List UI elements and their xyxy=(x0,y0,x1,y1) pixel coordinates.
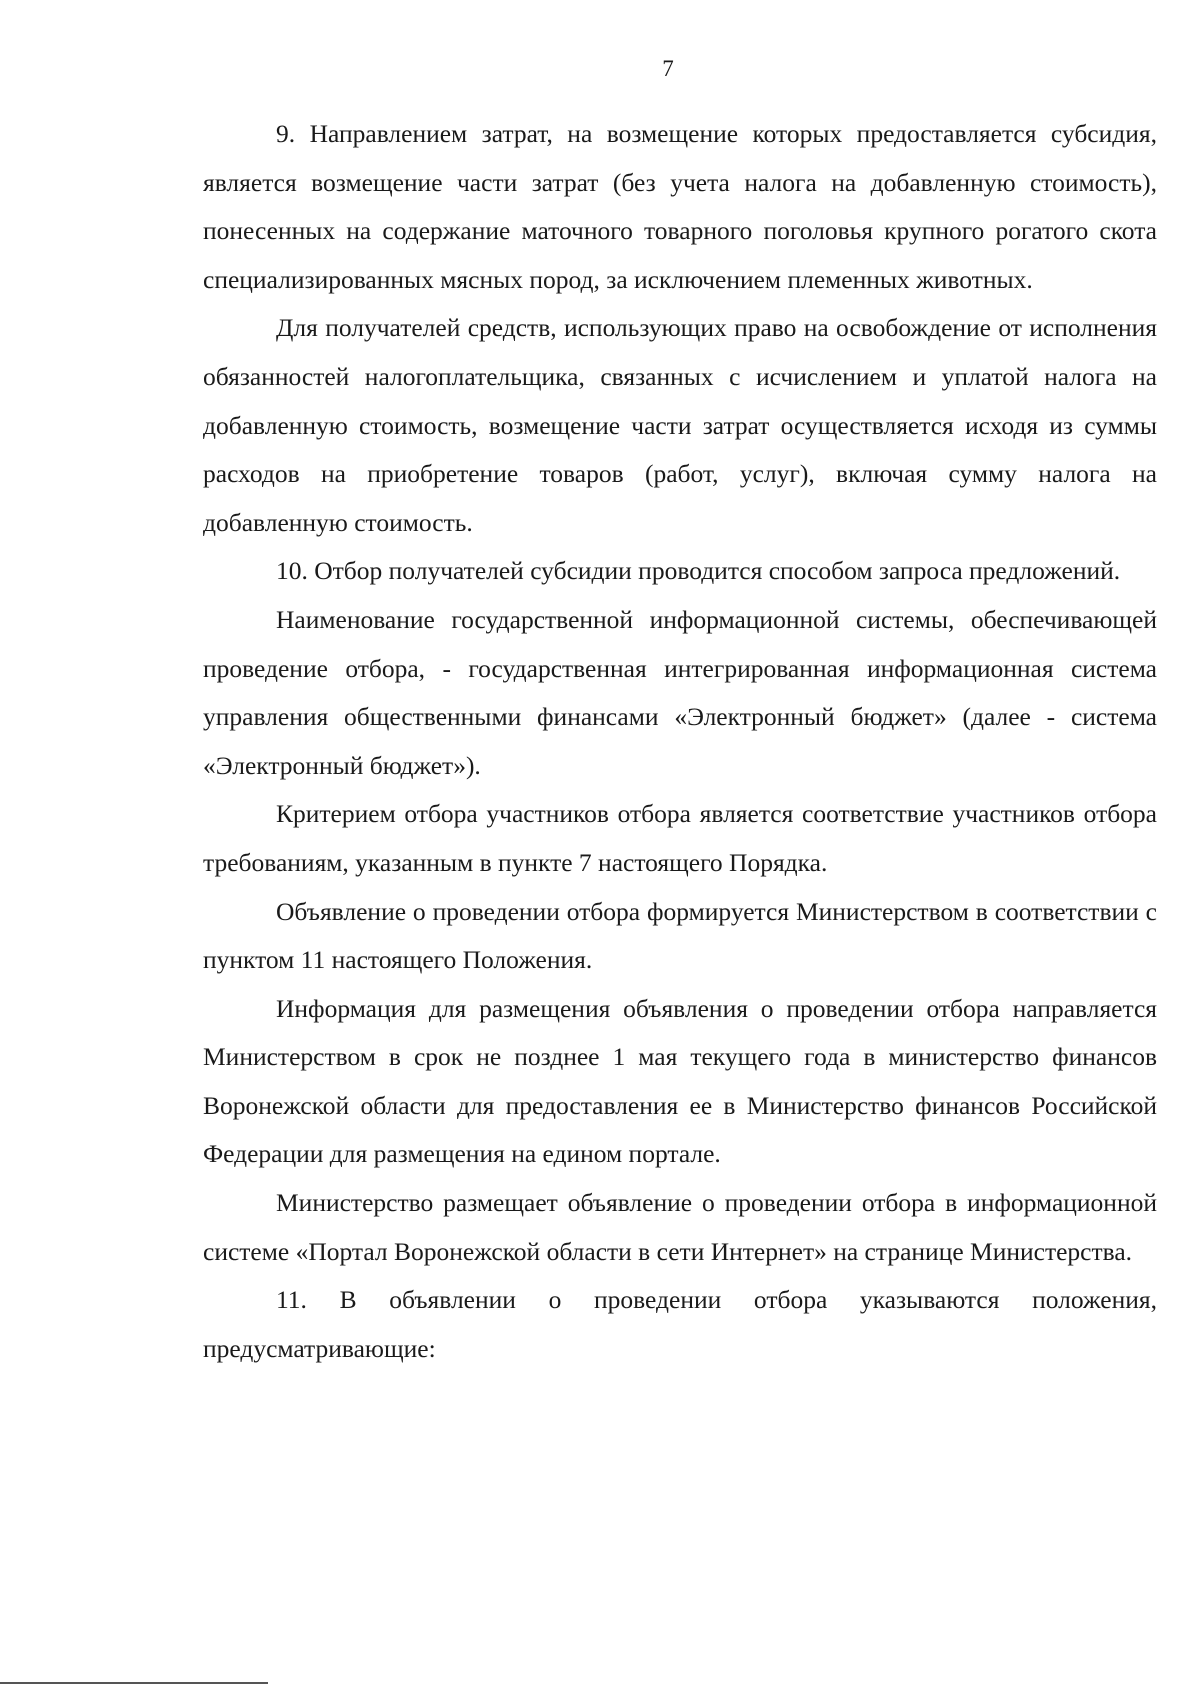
paragraph-selection-criterion: Критерием отбора участников отбора является соответствие участников отбора требованиям, указанным в пункте 7 настоящего Порядка. xyxy=(203,799,1157,877)
footer-rule xyxy=(0,1682,268,1684)
paragraph-11: 11. В объявлении о проведении отбора указываются положения, предусматривающие: xyxy=(203,1285,1157,1363)
paragraph-announcement-info: Информация для размещения объявления о проведении отбора направляется Министерством в срок не позднее 1 мая текущего года в министерство финансов Воронежской области для предоставления ее в Министерство финансов Российской Федерации для размещения на едином портале. xyxy=(203,993,1157,1169)
paragraph-announcement: Объявление о проведении отбора формируется Министерством в соответствии с пунктом 11 настоящего Положения. xyxy=(203,896,1157,975)
paragraph-information-system: Наименование государственной информационной системы, обеспечивающей проведение отбора, - государственная интегрированная информационная система управления общественными финансами «Электронный бюджет» (далее - система «Электронный бюджет»). xyxy=(203,604,1157,780)
paragraph-10: 10. Отбор получателей субсидии проводится способом запроса предложений. xyxy=(276,556,1121,586)
paragraph-vat-exemption: Для получателей средств, использующих право на освобождение от исполнения обязанностей налогоплательщика, связанных с исчислением и уплатой налога на добавленную стоимость, возмещение части затрат осуществляется исходя из суммы расходов на приобретение товаров (работ, услуг), включая сумму налога на добавленную стоимость. xyxy=(203,313,1157,537)
paragraph-9: 9. Направлением затрат, на возмещение которых предоставляется субсидия, является возмещение части затрат (без учета налога на добавленную стоимость), понесенных на содержание маточного товарного поголовья крупного рогатого скота специализированных мясных пород, за исключением племенных животных. xyxy=(203,119,1157,294)
paragraph-portal-posting: Министерство размещает объявление о проведении отбора в информационной системе «Портал Воронежской области в сети Интернет» на странице Министерства. xyxy=(203,1188,1157,1266)
document-body xyxy=(203,110,1157,1373)
page-number: 7 xyxy=(662,56,674,81)
